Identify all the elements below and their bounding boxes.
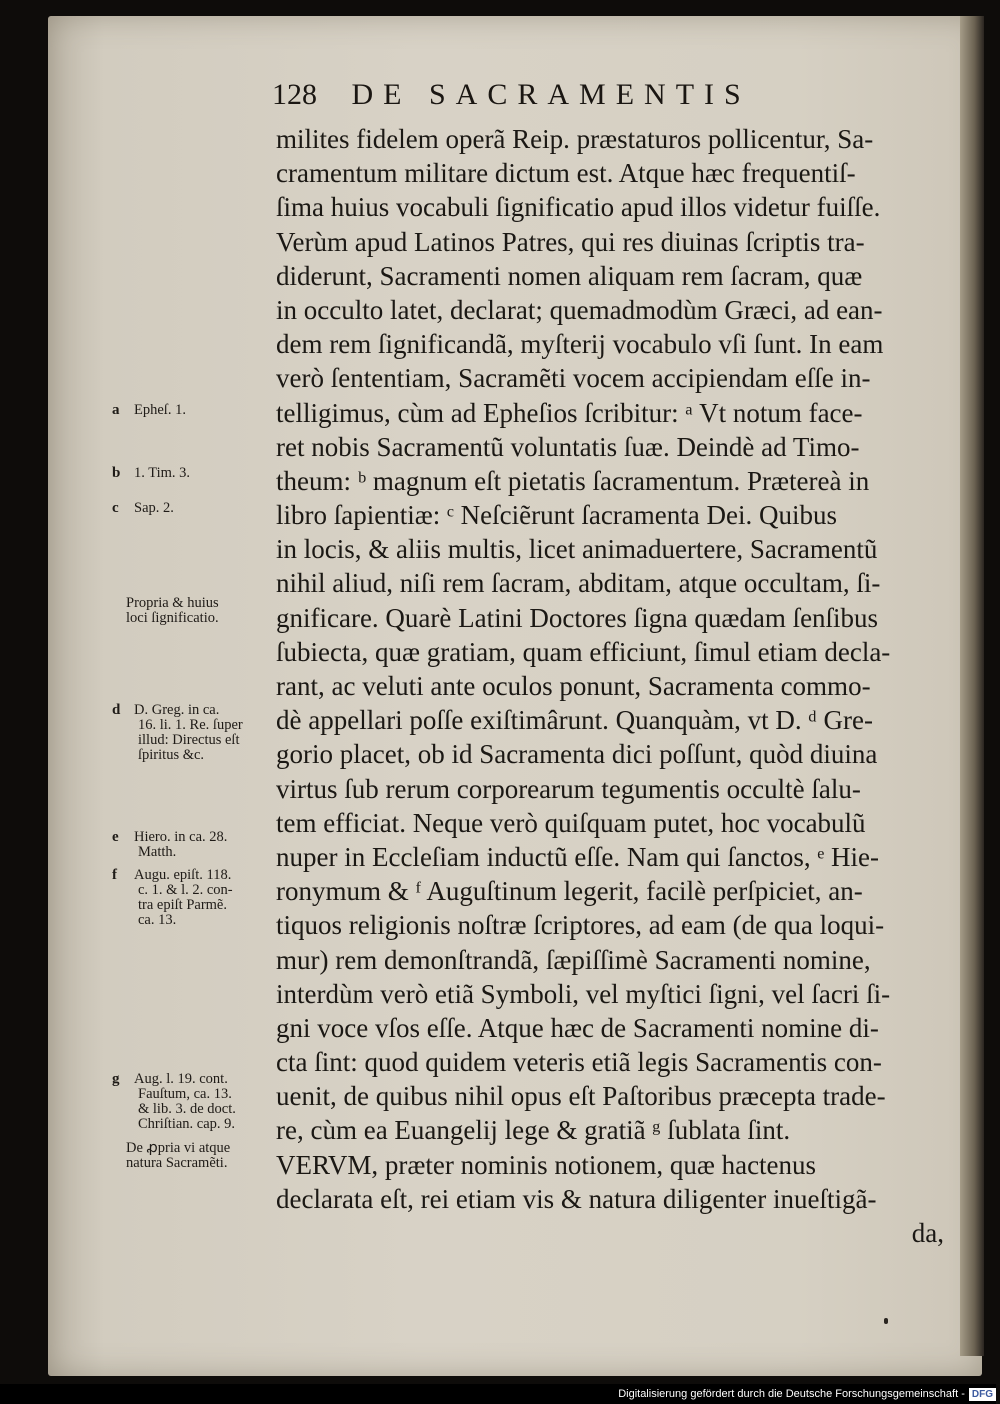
note-line: & lib. 3. de doct.: [138, 1101, 236, 1117]
note-mark: a: [112, 402, 120, 418]
text-line: ret nobis Sacramentũ voluntatis ſuæ. Deindè ad Timo-: [276, 431, 860, 462]
text-line: theum: ᵇ magnum eſt pietatis ſacramentum. Prætereà in: [276, 465, 870, 496]
note-line: illud: Directus eſt: [138, 732, 240, 748]
text-line: gnificare. Quarè Latini Doctores ſigna quædam ſenſibus: [276, 602, 879, 633]
note-line: Augu. epiſt. 118.: [134, 867, 232, 883]
text-line: in locis, & aliis multis, licet animaduertere, Sacramentũ: [276, 534, 878, 565]
note-mark: f: [112, 867, 117, 883]
note-line: natura Sacramẽti.: [126, 1155, 228, 1171]
note-line: Sap. 2.: [134, 500, 174, 516]
note-line: c. 1. & l. 2. con-: [138, 882, 233, 898]
margin-note: [112, 830, 227, 860]
text-line: uenit, de quibus nihil opus eſt Paſtoribus præcepta trade-: [276, 1081, 886, 1112]
margin-note: [112, 466, 190, 481]
note-line: Aug. l. 19. cont.: [134, 1071, 228, 1087]
text-line: dè appellari poſſe exiſtimârunt. Quanquàm, vt D. ᵈ Gre-: [276, 705, 873, 736]
text-line: mur) rem demonſtrandã, ſæpiſſimè Sacramenti nomine,: [276, 944, 871, 975]
text-line: VERVM, præter nominis notionem, quæ hactenus: [276, 1149, 817, 1180]
text-line: ronymum & ᶠ Auguſtinum legerit, facilè perſpiciet, an-: [276, 876, 863, 907]
text-line: dem rem ſignificandã, myſterij vocabulo vſi ſunt. In eam: [276, 329, 884, 360]
text-line: milites fidelem operã Reip. præstaturos pollicentur, Sa-: [276, 124, 874, 154]
note-mark: b: [112, 465, 121, 481]
text-line: gni voce vſos eſſe. Atque hæc de Sacramenti nomine di-: [276, 1012, 879, 1043]
text-line: verò ſententiam, Sacramẽti vocem accipiendam eſſe in-: [276, 363, 871, 394]
text-line: virtus ſub rerum corporearum tegumentis occultè ſalu-: [276, 773, 861, 804]
note-mark: g: [112, 1071, 120, 1087]
text-line: da,: [911, 1218, 944, 1248]
note-mark: d: [112, 702, 121, 718]
note-mark: e: [112, 829, 119, 845]
ink-speck: [884, 1318, 888, 1324]
note-line: Fauſtum, ca. 13.: [138, 1086, 232, 1102]
note-line: loci ſignificatio.: [126, 610, 219, 626]
dfg-logo: DFG: [969, 1388, 996, 1401]
text-line: gorio placet, ob id Sacramenta dici poſſunt, quòd diuina: [276, 739, 878, 770]
running-head: [272, 78, 872, 112]
note-line: De ꝓpria vi atque: [126, 1140, 231, 1156]
footer: Digitalisierung gefördert durch die Deutsche Forschungsgemeinschaft - DFG: [0, 1384, 996, 1404]
note-line: Hiero. in ca. 28.: [134, 829, 228, 845]
text-line: in occulto latet, declarat; quemadmodùm Græci, ad ean-: [276, 294, 883, 325]
body-text: [276, 122, 966, 1250]
margin-note: [112, 501, 174, 516]
text-line: declarata eſt, rei etiam vis & natura diligenter inueſtigã-: [276, 1183, 877, 1214]
text-line: tem efficiat. Neque verò quiſquam putet, hoc vocabulũ: [276, 807, 866, 838]
note-mark: c: [112, 500, 119, 516]
margin-note: [126, 596, 219, 626]
text-line: ſubiecta, quæ gratiam, quam efficiunt, ſimul etiam decla-: [276, 636, 891, 667]
running-head-title: DE SACRAMENTIS: [351, 78, 751, 111]
note-line: Epheſ. 1.: [134, 402, 186, 418]
text-line: rant, ac veluti ante oculos ponunt, Sacramenta commo-: [276, 671, 871, 701]
text-line: re, cùm ea Euangelij lege & gratiã ᵍ ſublata ſint.: [276, 1115, 791, 1146]
note-line: ſpiritus &c.: [138, 747, 205, 763]
page-number: 128: [272, 78, 317, 111]
note-line: 16. li. 1. Re. ſuper: [138, 717, 243, 733]
note-line: tra epiſt Parmẽ.: [138, 897, 227, 913]
footer-credit: Digitalisierung gefördert durch die Deutsche Forschungsgemeinschaft: [618, 1388, 959, 1400]
text-line: Verùm apud Latinos Patres, qui res diuinas ſcriptis tra-: [276, 226, 865, 257]
text-line: telligimus, cùm ad Epheſios ſcribitur: ᵃ Vt notum face-: [276, 397, 863, 428]
note-line: ca. 13.: [138, 912, 177, 928]
text-line: nuper in Eccleſiam inductũ eſſe. Nam qui ſanctos, ᵉ Hie-: [276, 841, 879, 872]
note-line: Matth.: [138, 844, 177, 860]
margin-note: [112, 403, 186, 418]
margin-note: [112, 703, 243, 763]
text-line: cta ſint: quod quidem veteris etiã legis Sacramentis con-: [276, 1047, 882, 1078]
text-line: nihil aliud, niſi rem ſacram, abditam, atque occultam, ſi-: [276, 568, 881, 599]
margin-note: [112, 868, 233, 928]
text-line: interdùm verò etiã Symboli, vel myſtici ſigni, vel ſacri ſi-: [276, 978, 891, 1009]
text-line: cramentum militare dictum est. Atque hæc frequentiſ-: [276, 158, 856, 189]
note-line: D. Greg. in ca.: [134, 702, 220, 718]
text-line: tiquos religionis noſtræ ſcriptores, ad eam (de qua loqui-: [276, 910, 885, 941]
margin-note: [112, 1072, 236, 1132]
margin-note: [126, 1141, 230, 1171]
text-line: diderunt, Sacramenti nomen aliquam rem ſacram, quæ: [276, 260, 863, 291]
text-line: ſima huius vocabuli ſignificatio apud illos videtur fuiſſe.: [276, 192, 881, 223]
text-line: libro ſapientiæ: ᶜ Neſciẽrunt ſacramenta Dei. Quibus: [276, 500, 837, 531]
note-line: 1. Tim. 3.: [134, 465, 191, 481]
note-line: Chriſtian. cap. 9.: [138, 1116, 236, 1132]
note-line: Propria & huius: [126, 595, 219, 611]
